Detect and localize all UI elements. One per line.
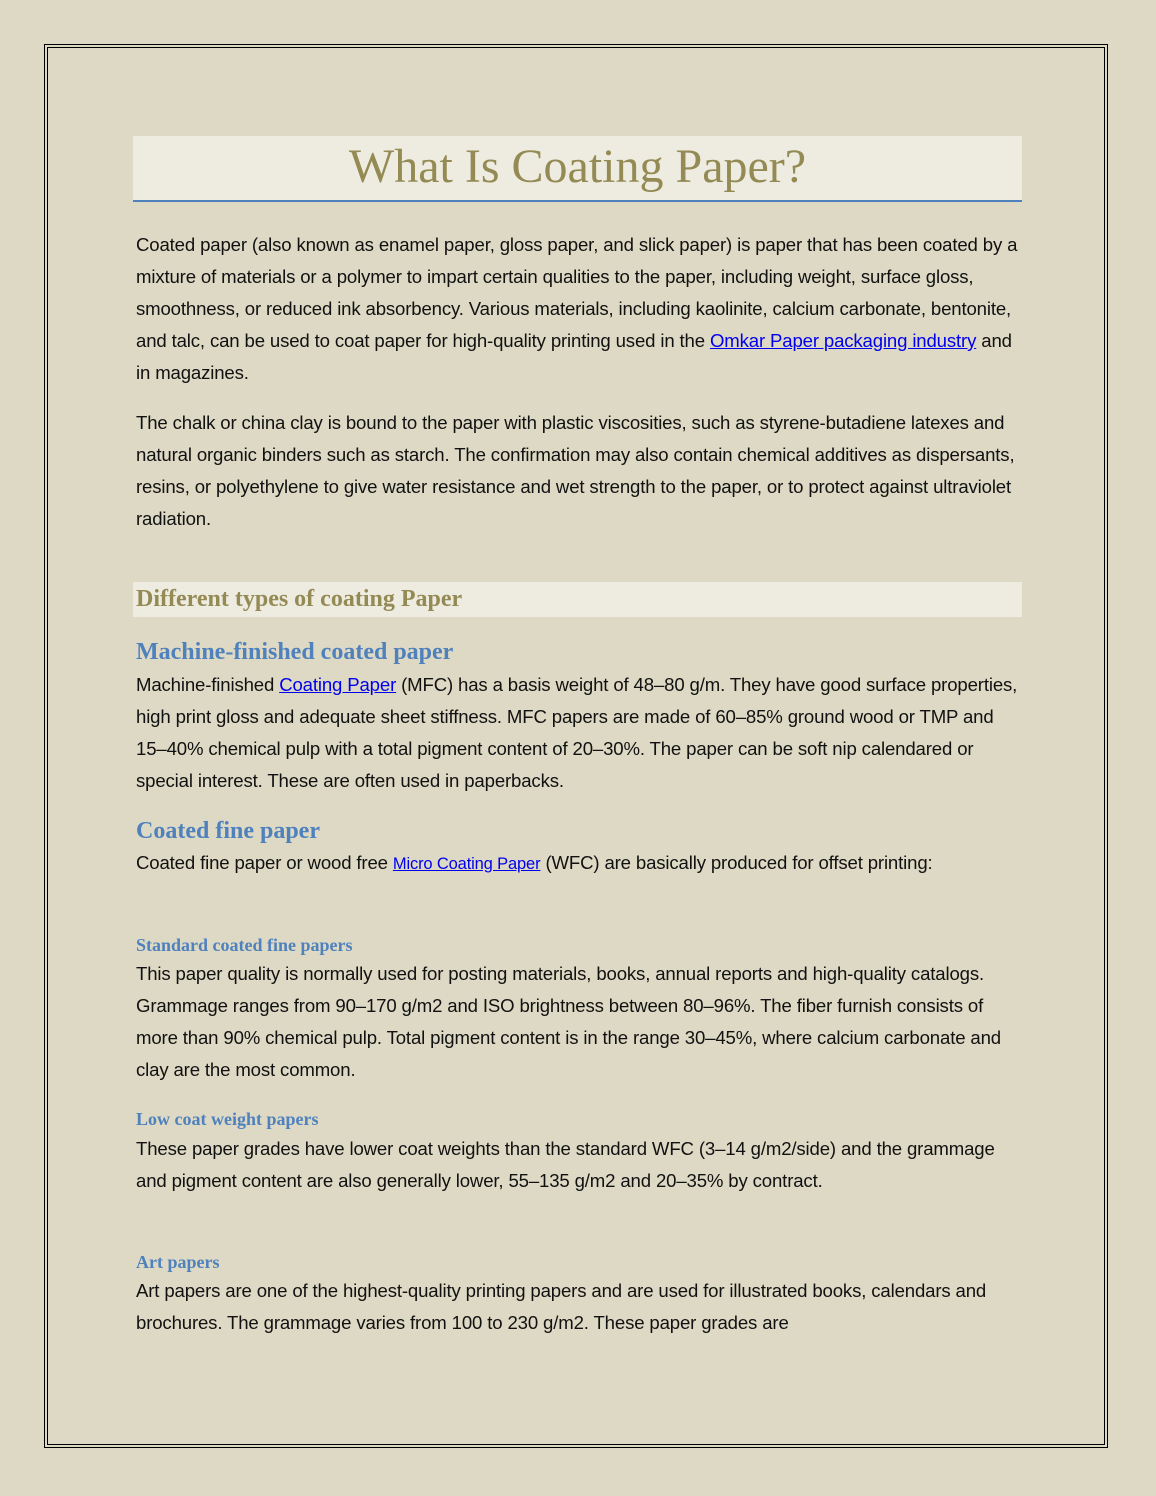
heading-art-papers: Art papers — [136, 1252, 220, 1272]
heading-coated-fine: Coated fine paper — [136, 818, 320, 844]
cfp-paragraph — [136, 847, 1026, 880]
section-heading-types: Different types of coating Paper — [133, 582, 1022, 617]
text: Machine-finished — [136, 674, 280, 695]
mfc-paragraph — [136, 669, 1026, 797]
text: and in magazines. — [136, 330, 1012, 383]
omkar-link[interactable]: Omkar Paper packaging industry — [709, 330, 977, 351]
art-paragraph: Art papers are one of the highest-quality printing papers and are used for illustrated books, calendars and brochures. The grammage varies from 100 to 230 g/m2. These paper grades are — [136, 1280, 987, 1333]
heading-low-coat: Low coat weight papers — [136, 1109, 319, 1129]
intro-paragraph-1 — [136, 229, 1026, 389]
text: Coated paper (also known as enamel paper, gloss paper, and slick paper) is paper that has been coated by a mixture of materials or a polymer to impart certain qualities to the paper, including weight, surface gloss, smoothness, or reduced ink absorbency. Various materials, including kaolinite, calcium carbonate, bentonite, and talc, can be used to coat paper for high-quality printing used in the — [136, 234, 1018, 351]
heading-machine-finished: Machine-finished coated paper — [136, 639, 454, 665]
standard-paragraph: This paper quality is normally used for posting materials, books, annual reports and high-quality catalogs. Grammage ranges from 90–170 g/m2 and ISO brightness between 80–96%. The fiber furnish consists of more than 90% chemical pulp. Total pigment content is in the range 30–45%, where calcium carbonate and clay are the most common. — [136, 963, 1001, 1080]
low-coat-paragraph: These paper grades have lower coat weights than the standard WFC (3–14 g/m2/side) and the grammage and pigment content are also generally lower, 55–135 g/m2 and 20–35% by contract. — [136, 1138, 995, 1191]
coating-paper-link[interactable]: Coating Paper — [279, 674, 397, 695]
micro-coating-paper-link[interactable]: Micro Coating Paper — [392, 855, 541, 873]
intro-paragraph-2: The chalk or china clay is bound to the paper with plastic viscosities, such as styrene-butadiene latexes and natural organic binders such as starch. The confirmation may also contain chemical additives as dispersants, resins, or polyethylene to give water resistance and wet strength to the paper, or to protect against ultraviolet radiation. — [136, 412, 1015, 529]
text: (MFC) has a basis weight of 48–80 g/m. They have good surface properties, high print gloss and adequate sheet stiffness. MFC papers are made of 60–85% ground wood or TMP and 15–40% chemical pulp with a total pigment content of 20–30%. The paper can be soft nip calendared or special interest. These are often used in paperbacks. — [136, 674, 1018, 791]
heading-standard-coated: Standard coated fine papers — [136, 935, 353, 955]
page-title: What Is Coating Paper? — [133, 136, 1022, 202]
text: Coated fine paper or wood free — [136, 852, 393, 873]
text: (WFC) are basically produced for offset printing: — [540, 852, 933, 873]
